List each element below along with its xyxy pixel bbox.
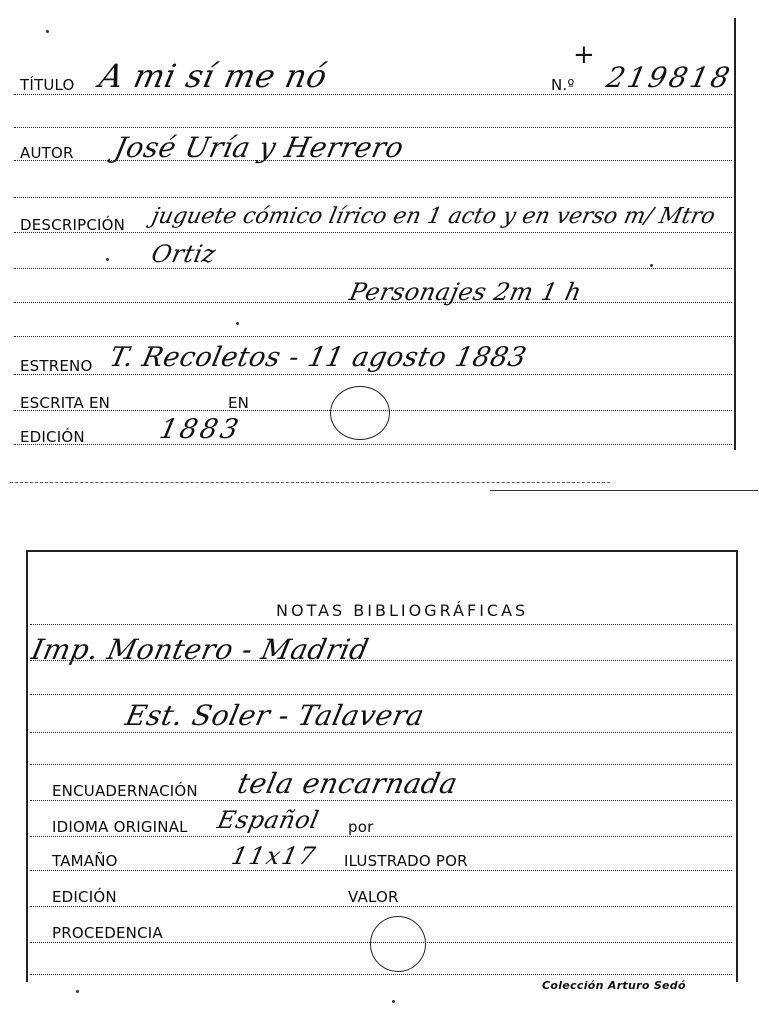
- titulo-value: A mi sí me nó: [95, 57, 331, 95]
- rule-notes-5: [30, 764, 732, 765]
- rule-blank-3: [14, 268, 732, 269]
- descripcion-value-2: Ortiz: [149, 240, 219, 268]
- numero-label: N.º: [551, 76, 575, 94]
- speck: [392, 1000, 395, 1003]
- escrita-en-label: ESCRITA EN: [20, 394, 111, 412]
- speck: [106, 258, 109, 261]
- edicion-label-bottom: EDICIÓN: [52, 888, 117, 906]
- tamano-label: TAMAÑO: [52, 852, 118, 870]
- separator-solid: [490, 490, 758, 491]
- punch-hole-top: [330, 386, 390, 440]
- autor-value: José Uría y Herrero: [111, 131, 407, 164]
- rule-blank-2: [14, 197, 732, 198]
- descripcion-value-3: Personajes 2m 1 h: [347, 278, 585, 306]
- rule-encuadernacion: [30, 800, 732, 801]
- ilustrado-label: ILUSTRADO POR: [344, 852, 468, 870]
- edicion-value-top: 1883: [156, 414, 245, 445]
- descripcion-label: DESCRIPCIÓN: [20, 216, 126, 234]
- titulo-label: TÍTULO: [20, 76, 75, 94]
- notas-heading: NOTAS BIBLIOGRÁFICAS: [276, 601, 529, 620]
- encuadernacion-value: tela encarnada: [234, 767, 461, 800]
- edicion-label-top: EDICIÓN: [20, 428, 85, 446]
- punch-hole-bottom: [370, 916, 426, 972]
- procedencia-label: PROCEDENCIA: [52, 924, 163, 942]
- autor-label: AUTOR: [20, 144, 74, 162]
- idioma-value: Español: [215, 806, 322, 834]
- rule-last: [30, 974, 732, 975]
- por-label: por: [348, 818, 374, 836]
- rule-edicion: [14, 444, 732, 445]
- rule-notes-3: [30, 694, 732, 695]
- idioma-label: IDIOMA ORIGINAL: [52, 818, 188, 836]
- en-label: EN: [228, 394, 250, 412]
- tamano-value: 11x17: [229, 842, 320, 870]
- rule-notes-4: [30, 732, 732, 733]
- encuadernacion-label: ENCUADERNACIÓN: [52, 782, 198, 800]
- rule-idioma: [30, 836, 732, 837]
- rule-notes-1: [30, 624, 732, 625]
- numero-mark: +: [573, 40, 596, 70]
- note-1: Imp. Montero - Madrid: [28, 633, 372, 666]
- estreno-value: T. Recoletos - 11 agosto 1883: [106, 342, 530, 373]
- valor-label: VALOR: [348, 888, 399, 906]
- rule-blank-5: [14, 336, 732, 337]
- descripcion-value-1: juguete cómico lírico en 1 acto y en verso m/ Mtro: [149, 204, 718, 229]
- rule-tamano: [30, 870, 732, 871]
- speck: [76, 990, 79, 993]
- speck: [236, 322, 239, 325]
- rule-blank-1: [14, 127, 732, 128]
- numero-value: 219818: [603, 61, 736, 94]
- rule-edicion-bottom: [30, 906, 732, 907]
- speck: [46, 30, 49, 33]
- collection-footer: Colección Arturo Sedó: [542, 979, 686, 992]
- estreno-label: ESTRENO: [20, 357, 93, 375]
- rule-estreno: [14, 374, 732, 375]
- separator-dashes: [10, 482, 610, 483]
- speck: [650, 264, 653, 267]
- note-2: Est. Soler - Talavera: [122, 699, 428, 732]
